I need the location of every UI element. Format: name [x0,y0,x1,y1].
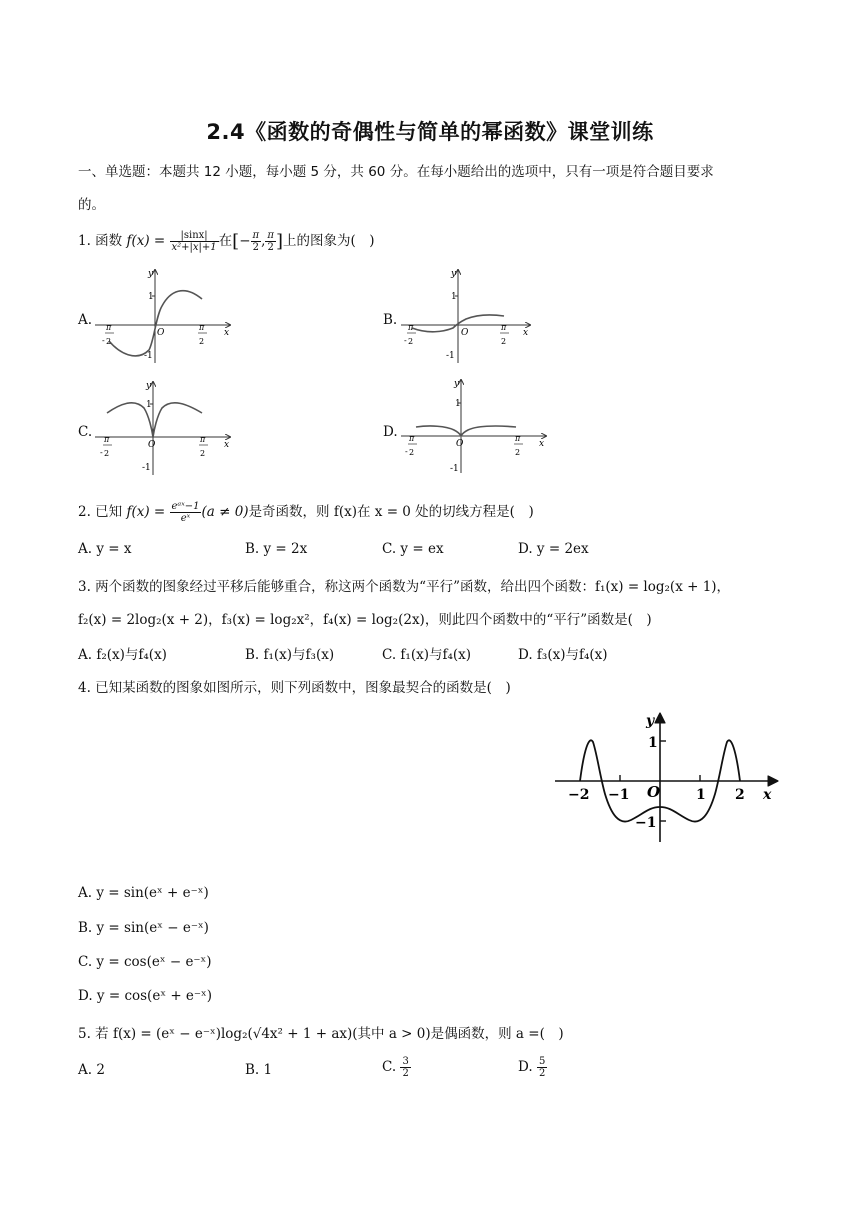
neg-pi: π [408,323,414,332]
pos-pi: π [199,323,205,332]
q1-option-a-label: A. [78,312,93,328]
y-tick-neg1: -1 [450,464,459,474]
pos-pi: π [200,435,206,444]
q4-option-b: B. y = sin(eˣ − e⁻ˣ) [78,920,209,936]
question-2 [78,500,534,524]
y-label: y [148,269,154,279]
q1-pi-half-2 [265,230,276,253]
question-4: 4. 已知某函数的图象如图所示，则下列函数中，图象最契合的函数是( ) [78,680,511,696]
q2-fraction-denominator: eˣ [180,513,191,524]
q2-fraction [170,501,202,524]
q2-condition: (a ≠ 0) [201,504,249,520]
q1-comma: , [261,233,266,249]
q5-option-d-num: 5 [538,1056,546,1067]
origin-label: O [456,439,464,449]
q5-option-d-den: 2 [538,1068,546,1079]
x-label: x [539,439,545,449]
origin-label: O [157,328,165,338]
pos-pi: π [501,323,507,332]
q1-two-2: 2 [267,242,274,253]
q3-option-b: B. f₁(x)与f₃(x) [245,647,335,663]
section-heading: 一、单选题：本题共 12 小题，每小题 5 分，共 60 分。在每小题给出的选项中，只有一项是符合题目要求 [78,164,714,180]
x-tick-1-label: 1 [696,787,706,803]
x-tick-neg1-label: −1 [608,787,630,803]
question-5: 5. 若 f(x) = (eˣ − e⁻ˣ)log₂(√4x² + 1 + ax)(其中 a > 0)是偶函数，则 a =( ) [78,1026,564,1042]
q1-fraction-numerator: |sinx| [170,230,219,242]
q4-option-d: D. y = cos(eˣ + e⁻ˣ) [78,988,213,1004]
y-tick-1-label: 1 [648,735,658,751]
q2-option-a: A. y = x [78,541,132,557]
q2-suffix: 是奇函数，则 f(x)在 x = 0 处的切线方程是( ) [248,504,534,520]
q5-option-c-fraction [400,1056,410,1079]
neg-two: 2 [408,337,414,346]
curve [107,403,202,437]
q1-neg: − [239,233,251,249]
y-tick-neg1: -1 [446,351,455,361]
y-tick-neg1-label: −1 [635,815,657,831]
q3-option-a: A. f₂(x)与f₄(x) [78,647,167,663]
pos-two: 2 [200,449,206,458]
pos-two: 2 [515,448,521,457]
q3-option-d: D. f₃(x)与f₄(x) [518,647,608,663]
graph-question-4 [553,710,783,845]
q1-right-bracket: ] [275,231,283,252]
pos-pi: π [515,434,521,443]
q2-option-c: C. y = ex [382,541,444,557]
neg-pi: π [409,434,415,443]
y-tick-1: 1 [451,292,457,302]
x-label: x [224,328,230,338]
y-label: y [451,269,457,279]
y-label: y [646,713,655,729]
q1-option-d-label: D. [383,424,398,440]
neg-two: 2 [106,337,112,346]
q1-fraction [170,230,219,253]
origin-label: O [148,440,156,450]
q2-prefix: 2. 已知 [78,504,127,520]
origin-label: O [461,328,469,338]
q5-option-c-num: 3 [402,1056,409,1067]
question-3-line-2: f₂(x) = 2log₂(x + 2)，f₃(x) = log₂x²，f₄(x) = log₂(2x)，则此四个函数中的“平行”函数是( ) [78,612,652,628]
q5-option-d [518,1056,547,1079]
y-tick-1: 1 [148,292,154,302]
y-tick-1: 1 [146,400,152,410]
x-label: x [523,328,529,338]
q2-option-b: B. y = 2x [245,541,308,557]
neg-sign: - [102,336,105,345]
curve [416,426,516,436]
graph-option-b [398,266,543,366]
q1-prefix: 1. 函数 [78,233,127,249]
question-3-line-1: 3. 两个函数的图象经过平移后能够重合，称这两个函数为“平行”函数，给出四个函数：f₁(x) = log₂(x + 1)， [78,579,731,595]
q1-two: 2 [252,242,259,253]
q4-option-c: C. y = cos(eˣ − e⁻ˣ) [78,954,212,970]
y-tick-neg1: -1 [144,351,153,361]
neg-sign: - [100,448,103,457]
pos-two: 2 [199,337,205,346]
origin-label: O [647,783,661,801]
page-title: 2.4《函数的奇偶性与简单的幂函数》课堂训练 [206,120,654,144]
q5-option-d-fraction [537,1056,547,1079]
y-label: y [454,379,460,389]
x-label: x [224,440,230,450]
q5-option-d-label: D. [518,1059,537,1075]
neg-sign: - [405,447,408,456]
q1-option-c-label: C. [78,424,93,440]
q2-fraction-numerator: eᵃˣ−1 [171,501,200,512]
neg-pi: π [106,323,112,332]
section-heading-cont: 的。 [78,197,105,213]
q1-pi: π [252,230,260,241]
q5-option-c [382,1056,411,1079]
pos-two: 2 [501,337,507,346]
question-1 [78,229,375,253]
neg-pi: π [104,435,110,444]
x-tick-2-label: 2 [735,787,745,803]
graph-option-a [92,266,237,366]
x-label: x [763,787,772,803]
q1-option-b-label: B. [383,312,398,328]
graph-option-d [398,376,553,476]
q1-mid: 在 [218,233,233,249]
q3-option-c: C. f₁(x)与f₄(x) [382,647,472,663]
graph-option-c [92,378,237,478]
q5-option-c-label: C. [382,1059,401,1075]
x-tick-neg2-label: −2 [568,787,590,803]
q2-option-d: D. y = 2ex [518,541,589,557]
q5-option-c-den: 2 [402,1068,409,1079]
q1-fraction-denominator: x²+|x|+1 [171,242,217,253]
q1-pi-half-1 [251,230,262,253]
neg-two: 2 [409,448,415,457]
q5-option-b: B. 1 [245,1062,273,1078]
y-tick-1: 1 [455,399,461,409]
neg-sign: - [404,336,407,345]
y-tick-neg1: -1 [142,463,151,473]
q1-pi-2: π [267,230,274,241]
q2-func: f(x) = [126,504,170,520]
y-label: y [146,381,152,391]
q4-option-a: A. y = sin(eˣ + e⁻ˣ) [78,885,209,901]
q1-suffix: 上的图象为( ) [283,233,375,249]
q5-option-a: A. 2 [78,1062,105,1078]
neg-two: 2 [104,449,110,458]
q1-func: f(x) = [126,233,170,249]
q1-left-bracket: [ [232,231,240,252]
